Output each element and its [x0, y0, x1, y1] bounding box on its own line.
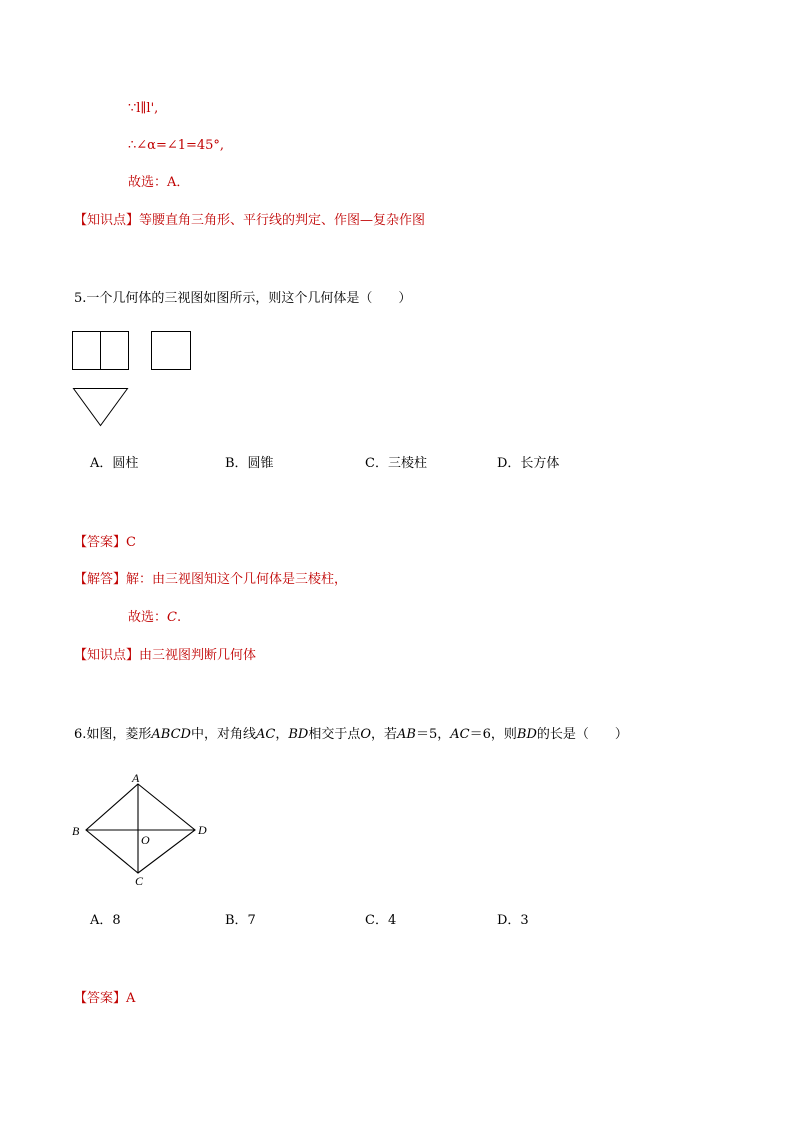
q6-stem-part: 中，对角线 — [190, 727, 256, 742]
q5-choose-letter: C — [167, 610, 177, 625]
three-view-figure — [70, 328, 200, 432]
q6-stem-part: 6.如图，菱形 — [74, 727, 152, 742]
q6-stem-ac: AC — [255, 727, 276, 742]
q6-stem-o: O — [360, 727, 372, 742]
q5-answer-line — [74, 534, 136, 552]
q5-knowledge-point-text: 由三视图判断几何体 — [139, 648, 257, 663]
q5-option-b[interactable]: B．圆锥 — [225, 456, 274, 471]
label-d: D — [198, 823, 207, 837]
side-view-rect — [152, 332, 191, 370]
q5-option-a[interactable]: A．圆柱 — [90, 456, 139, 471]
q6-option-a[interactable]: A．8 — [90, 913, 121, 928]
q5-answer-tag: 【答案】 — [74, 535, 127, 550]
knowledge-point-line — [74, 212, 425, 230]
question-6-stem — [74, 726, 628, 744]
q5-solution-line — [74, 571, 347, 589]
q5-solution-tag: 【解答】 — [74, 572, 127, 587]
label-c: C — [135, 874, 144, 885]
q6-stem-ac2: AC — [450, 727, 470, 742]
q6-answer-line — [74, 990, 135, 1008]
q5-solution-text: 解：由三视图知这个几何体是三棱柱， — [126, 572, 348, 587]
q6-stem-comma: ， — [275, 727, 289, 742]
label-a: A — [132, 771, 140, 785]
rhombus-figure — [68, 770, 218, 885]
question-5-stem: 5.一个几何体的三视图如图所示，则这个几何体是（ ） — [74, 291, 412, 306]
solution-line-angle: ∴∠α=∠1=45°, — [128, 138, 225, 153]
q6-stem-part: ，若 — [371, 727, 398, 742]
q5-option-d[interactable]: D．长方体 — [497, 456, 560, 471]
q6-stem-bd2: BD — [516, 727, 537, 742]
q5-knowledge-point-tag: 【知识点】 — [74, 648, 140, 663]
q6-option-d[interactable]: D．3 — [497, 913, 529, 928]
q6-stem-part: 相交于点 — [308, 727, 361, 742]
solution-line-parallel: ∵l∥l', — [128, 101, 159, 116]
label-o: O — [141, 833, 150, 847]
q6-stem-part: 的长是（ ） — [536, 727, 628, 742]
q5-knowledge-point-line — [74, 647, 256, 665]
top-view-triangle — [74, 389, 128, 426]
q6-stem-abcd: ABCD — [151, 727, 191, 742]
knowledge-point-tag: 【知识点】 — [74, 213, 140, 228]
q6-answer-value: A — [126, 991, 136, 1006]
q6-stem-bd: BD — [288, 727, 309, 742]
q5-choose-prefix: 故选： — [128, 610, 168, 625]
q6-answer-tag: 【答案】 — [74, 991, 127, 1006]
q5-answer-value: C — [126, 535, 136, 550]
solution-line-choose: 故选：A． — [128, 175, 190, 190]
label-b: B — [72, 824, 80, 838]
q6-option-c[interactable]: C．4 — [365, 913, 397, 928]
knowledge-point-text: 等腰直角三角形、平行线的判定、作图—复杂作图 — [139, 213, 426, 228]
q5-option-c[interactable]: C．三棱柱 — [365, 456, 427, 471]
q5-choose-suffix: . — [176, 610, 182, 625]
q6-option-b[interactable]: B．7 — [225, 913, 256, 928]
q5-choose-line — [128, 609, 181, 627]
q6-stem-part: ＝5， — [415, 727, 451, 742]
rhombus-outline — [86, 784, 195, 873]
q6-stem-ab: AB — [397, 727, 416, 742]
q6-stem-part: ＝6，则 — [469, 727, 517, 742]
